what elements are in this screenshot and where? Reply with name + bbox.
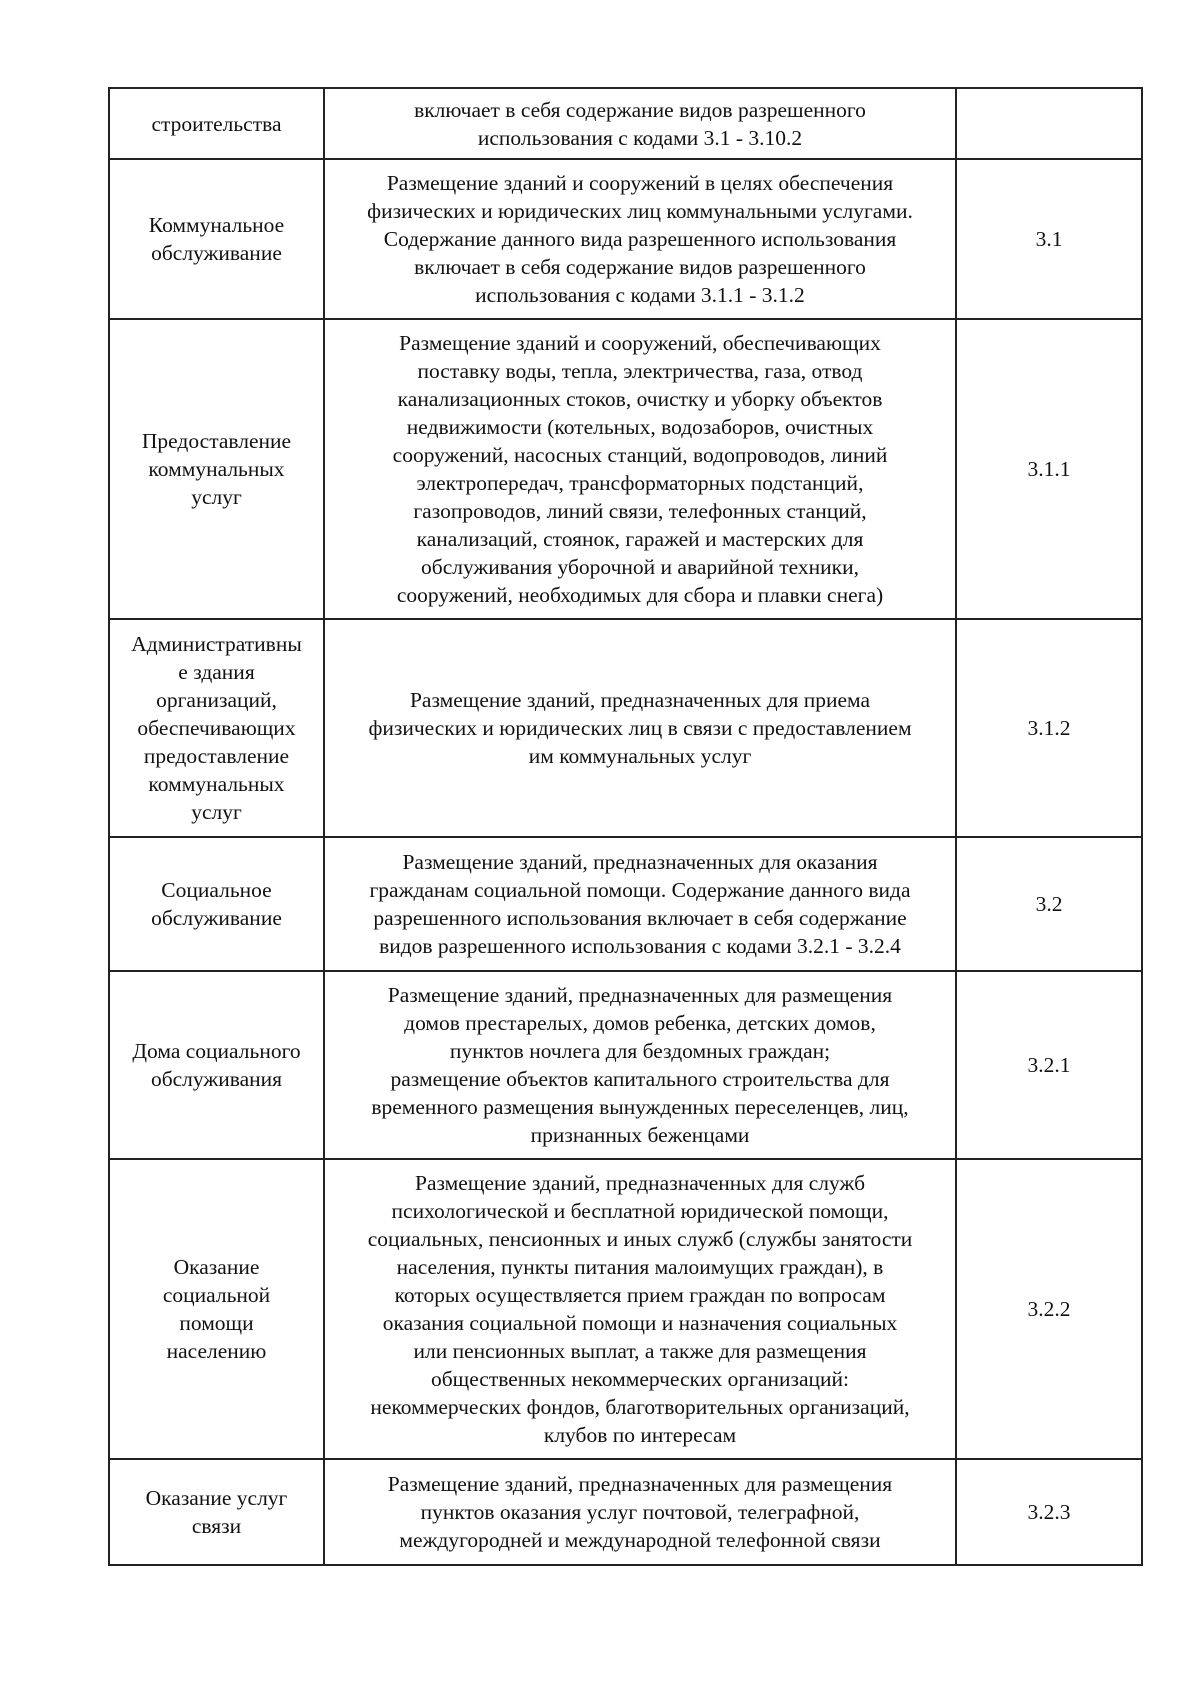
description-line: домов престарелых, домов ребенка, детских домов, [404, 1011, 876, 1035]
description-line: электропередач, трансформаторных подстанций, [416, 471, 864, 495]
description-line: газопроводов, линий связи, телефонных станций, [413, 499, 867, 523]
description-line: некоммерческих фондов, благотворительных организаций, [370, 1395, 910, 1419]
description-line: гражданам социальной помощи. Содержание данного вида [369, 878, 911, 902]
use-name-line: строительства [151, 111, 282, 136]
description-line: включает в себя содержание видов разрешенного [414, 255, 866, 279]
use-code-cell [956, 88, 1142, 159]
description-line: общественных некоммерческих организаций: [430, 1367, 850, 1391]
use-name-cell [109, 971, 324, 1159]
use-name-line: обслуживание [151, 906, 282, 930]
use-code-cell: 3.2 [956, 837, 1142, 971]
description-line: Размещение зданий, предназначенных для оказания [402, 850, 878, 874]
description-line: включает в себя содержание видов разрешенного [414, 97, 866, 122]
use-description-cell [324, 619, 956, 837]
use-name-line: населению [166, 1339, 267, 1363]
use-name-line: Административны [131, 632, 302, 656]
description-line: канализационных стоков, очистку и уборку объектов [397, 387, 883, 411]
description-line: пунктов ночлега для бездомных граждан; [449, 1039, 831, 1063]
use-code-cell: 3.2.2 [956, 1159, 1142, 1459]
use-name-cell [109, 1159, 324, 1459]
description-line: Размещение зданий, предназначенных для служб [414, 1171, 866, 1195]
description-line: населения, пункты питания малоимущих граждан), в [396, 1255, 884, 1279]
use-name-line: Оказание [173, 1255, 260, 1279]
use-description-cell [324, 1159, 956, 1459]
use-name-line: Социальное [161, 878, 272, 902]
use-name-line: обеспечивающих [137, 716, 296, 740]
description-line: междугородней и международной телефонной связи [399, 1528, 881, 1552]
description-line: Размещение зданий и сооружений в целях обеспечения [386, 171, 894, 195]
use-name-line: помощи [179, 1311, 254, 1335]
table-body [109, 88, 1142, 1565]
use-name-line: услуг [191, 485, 242, 509]
description-line: использования с кодами 3.1.1 - 3.1.2 [475, 283, 805, 307]
use-name-line: услуг [191, 800, 242, 824]
use-name-line: е здания [178, 660, 255, 684]
description-line: Размещение зданий, предназначенных для приема [409, 688, 871, 712]
use-name-cell [109, 1459, 324, 1565]
description-line: пунктов оказания услуг почтовой, телеграфной, [420, 1500, 860, 1524]
description-line: Содержание данного вида разрешенного использования [383, 227, 897, 251]
description-line: признанных беженцами [530, 1123, 750, 1147]
description-line: социальных, пенсионных и иных служб (службы занятости [367, 1227, 913, 1251]
use-code-cell: 3.1 [956, 159, 1142, 319]
use-name-cell [109, 159, 324, 319]
use-code-cell: 3.2.1 [956, 971, 1142, 1159]
description-line: Размещение зданий и сооружений, обеспечивающих [399, 331, 881, 355]
table-row [109, 88, 1142, 159]
table-row [109, 159, 1142, 319]
description-line: психологической и бесплатной юридической помощи, [391, 1199, 889, 1223]
use-name-line: коммунальных [148, 772, 285, 796]
use-description-cell [324, 88, 956, 159]
use-code-cell: 3.1.1 [956, 319, 1142, 619]
description-line: обслуживания уборочной и аварийной техники, [421, 555, 859, 579]
table-row [109, 319, 1142, 619]
use-name-line: предоставление [143, 744, 290, 768]
description-line: или пенсионных выплат, а также для размещения [413, 1339, 867, 1363]
use-name-line: социальной [162, 1283, 271, 1307]
description-line: Размещение зданий, предназначенных для размещения [387, 983, 893, 1007]
table-row [109, 1459, 1142, 1565]
use-name-line: обслуживания [150, 1067, 283, 1091]
description-line: использования с кодами 3.1 - 3.10.2 [477, 125, 803, 150]
table-row [109, 1159, 1142, 1459]
table-row [109, 837, 1142, 971]
description-line: им коммунальных услуг [528, 744, 752, 768]
use-name-line: Предоставление [141, 429, 292, 453]
use-name-line: Коммунальное [148, 213, 285, 237]
description-line: поставку воды, тепла, электричества, газа, отвод [417, 359, 863, 383]
use-name-cell [109, 837, 324, 971]
description-line: канализаций, стоянок, гаражей и мастерских для [416, 527, 864, 551]
description-line: сооружений, насосных станций, водопроводов, линий [392, 443, 888, 467]
use-description-cell [324, 159, 956, 319]
use-name-line: коммунальных [148, 457, 285, 481]
description-line: клубов по интересам [543, 1423, 737, 1447]
description-line: физических и юридических лиц в связи с предоставлением [368, 716, 912, 740]
use-name-line: Дома социального [132, 1039, 301, 1063]
use-name-cell [109, 88, 324, 159]
table-row [109, 971, 1142, 1159]
description-line: размещение объектов капитального строительства для [390, 1067, 890, 1091]
description-line: видов разрешенного использования с кодами 3.2.1 - 3.2.4 [379, 934, 901, 958]
description-line: оказания социальной помощи и назначения социальных [382, 1311, 898, 1335]
use-description-cell [324, 1459, 956, 1565]
use-name-cell [109, 619, 324, 837]
use-description-cell [324, 971, 956, 1159]
use-name-cell [109, 319, 324, 619]
use-name-line: Оказание услуг [145, 1486, 288, 1510]
use-name-line: обслуживание [151, 241, 282, 265]
table-row [109, 619, 1142, 837]
use-description-cell [324, 319, 956, 619]
description-line: физических и юридических лиц коммунальными услугами. [367, 199, 913, 223]
use-code-cell: 3.2.3 [956, 1459, 1142, 1565]
use-code-cell: 3.1.2 [956, 619, 1142, 837]
description-line: сооружений, необходимых для сбора и плавки снега) [396, 583, 884, 607]
description-line: Размещение зданий, предназначенных для размещения [387, 1472, 893, 1496]
description-line: разрешенного использования включает в себя содержание [373, 906, 907, 930]
use-name-line: организаций, [156, 688, 277, 712]
use-description-cell [324, 837, 956, 971]
use-name-line: связи [191, 1514, 242, 1538]
land-use-table [108, 87, 1143, 1566]
description-line: которых осуществляется прием граждан по вопросам [394, 1283, 886, 1307]
description-line: временного размещения вынужденных переселенцев, лиц, [371, 1095, 909, 1119]
description-line: недвижимости (котельных, водозаборов, очистных [406, 415, 874, 439]
